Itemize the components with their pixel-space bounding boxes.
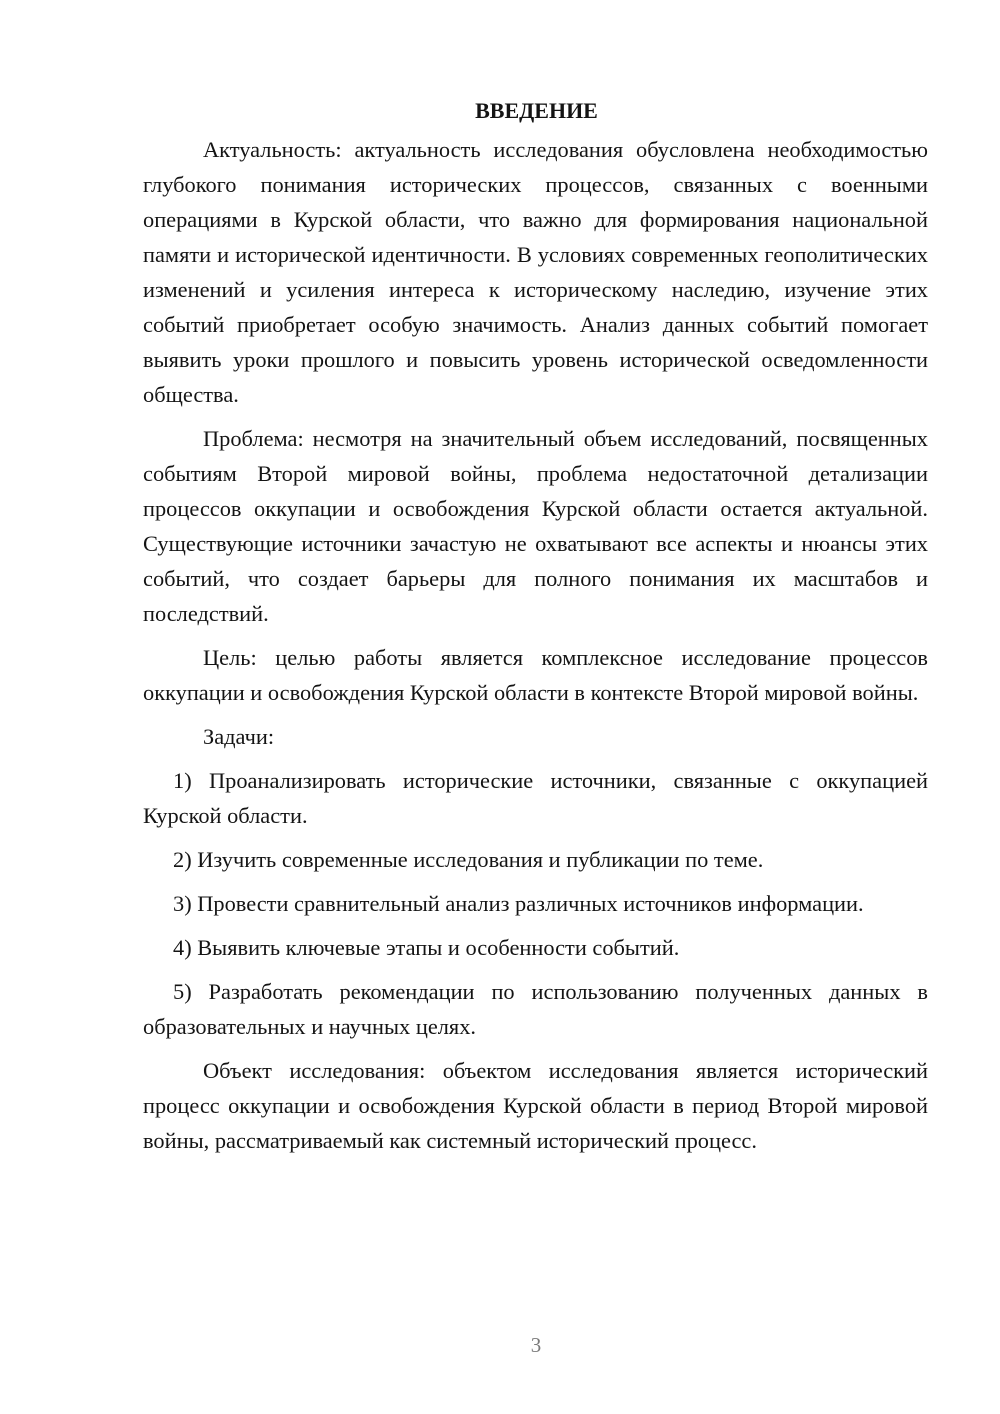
task-item-2: 2) Изучить современные исследования и публикации по теме.	[173, 847, 764, 872]
document-page	[143, 94, 928, 1158]
task-item-3: 3) Провести сравнительный анализ различных источников информации.	[173, 891, 864, 916]
tasks-list	[143, 763, 928, 1044]
task-item-5: 5) Разработать рекомендации по использованию полученных данных в образовательных и научных целях.	[143, 979, 928, 1039]
paragraph-problem: Проблема: несмотря на значительный объем исследований, посвященных событиям Второй мировой войны, проблема недостаточной детализации процессов оккупации и освобождения Курской области остается актуальной. Существующие источники зачастую не охватывают все аспекты и нюансы этих событий, что создает барьеры для полного понимания их масштабов и последствий.	[143, 426, 928, 626]
document-title: ВВЕДЕНИЕ	[475, 98, 598, 123]
page-number: 3	[530, 1333, 542, 1357]
task-item-4: 4) Выявить ключевые этапы и особенности событий.	[173, 935, 680, 960]
paragraph-goal: Цель: целью работы является комплексное исследование процессов оккупации и освобождения Курской области в контексте Второй мировой войны.	[143, 645, 928, 705]
tasks-heading: Задачи:	[203, 724, 275, 749]
paragraph-object: Объект исследования: объектом исследования является исторический процесс оккупации и освобождения Курской области в период Второй мировой войны, рассматриваемый как системный исторический процесс.	[143, 1058, 928, 1153]
paragraph-relevance: Актуальность: актуальность исследования обусловлена необходимостью глубокого понимания исторических процессов, связанных с военными операциями в Курской области, что важно для формирования национальной памяти и исторической идентичности. В условиях современных геополитических изменений и усиления интереса к историческому наследию, изучение этих событий приобретает особую значимость. Анализ данных событий помогает выявить уроки прошлого и повысить уровень исторической осведомленности общества.	[143, 137, 928, 407]
task-item-1: 1) Проанализировать исторические источники, связанные с оккупацией Курской области.	[143, 768, 928, 828]
